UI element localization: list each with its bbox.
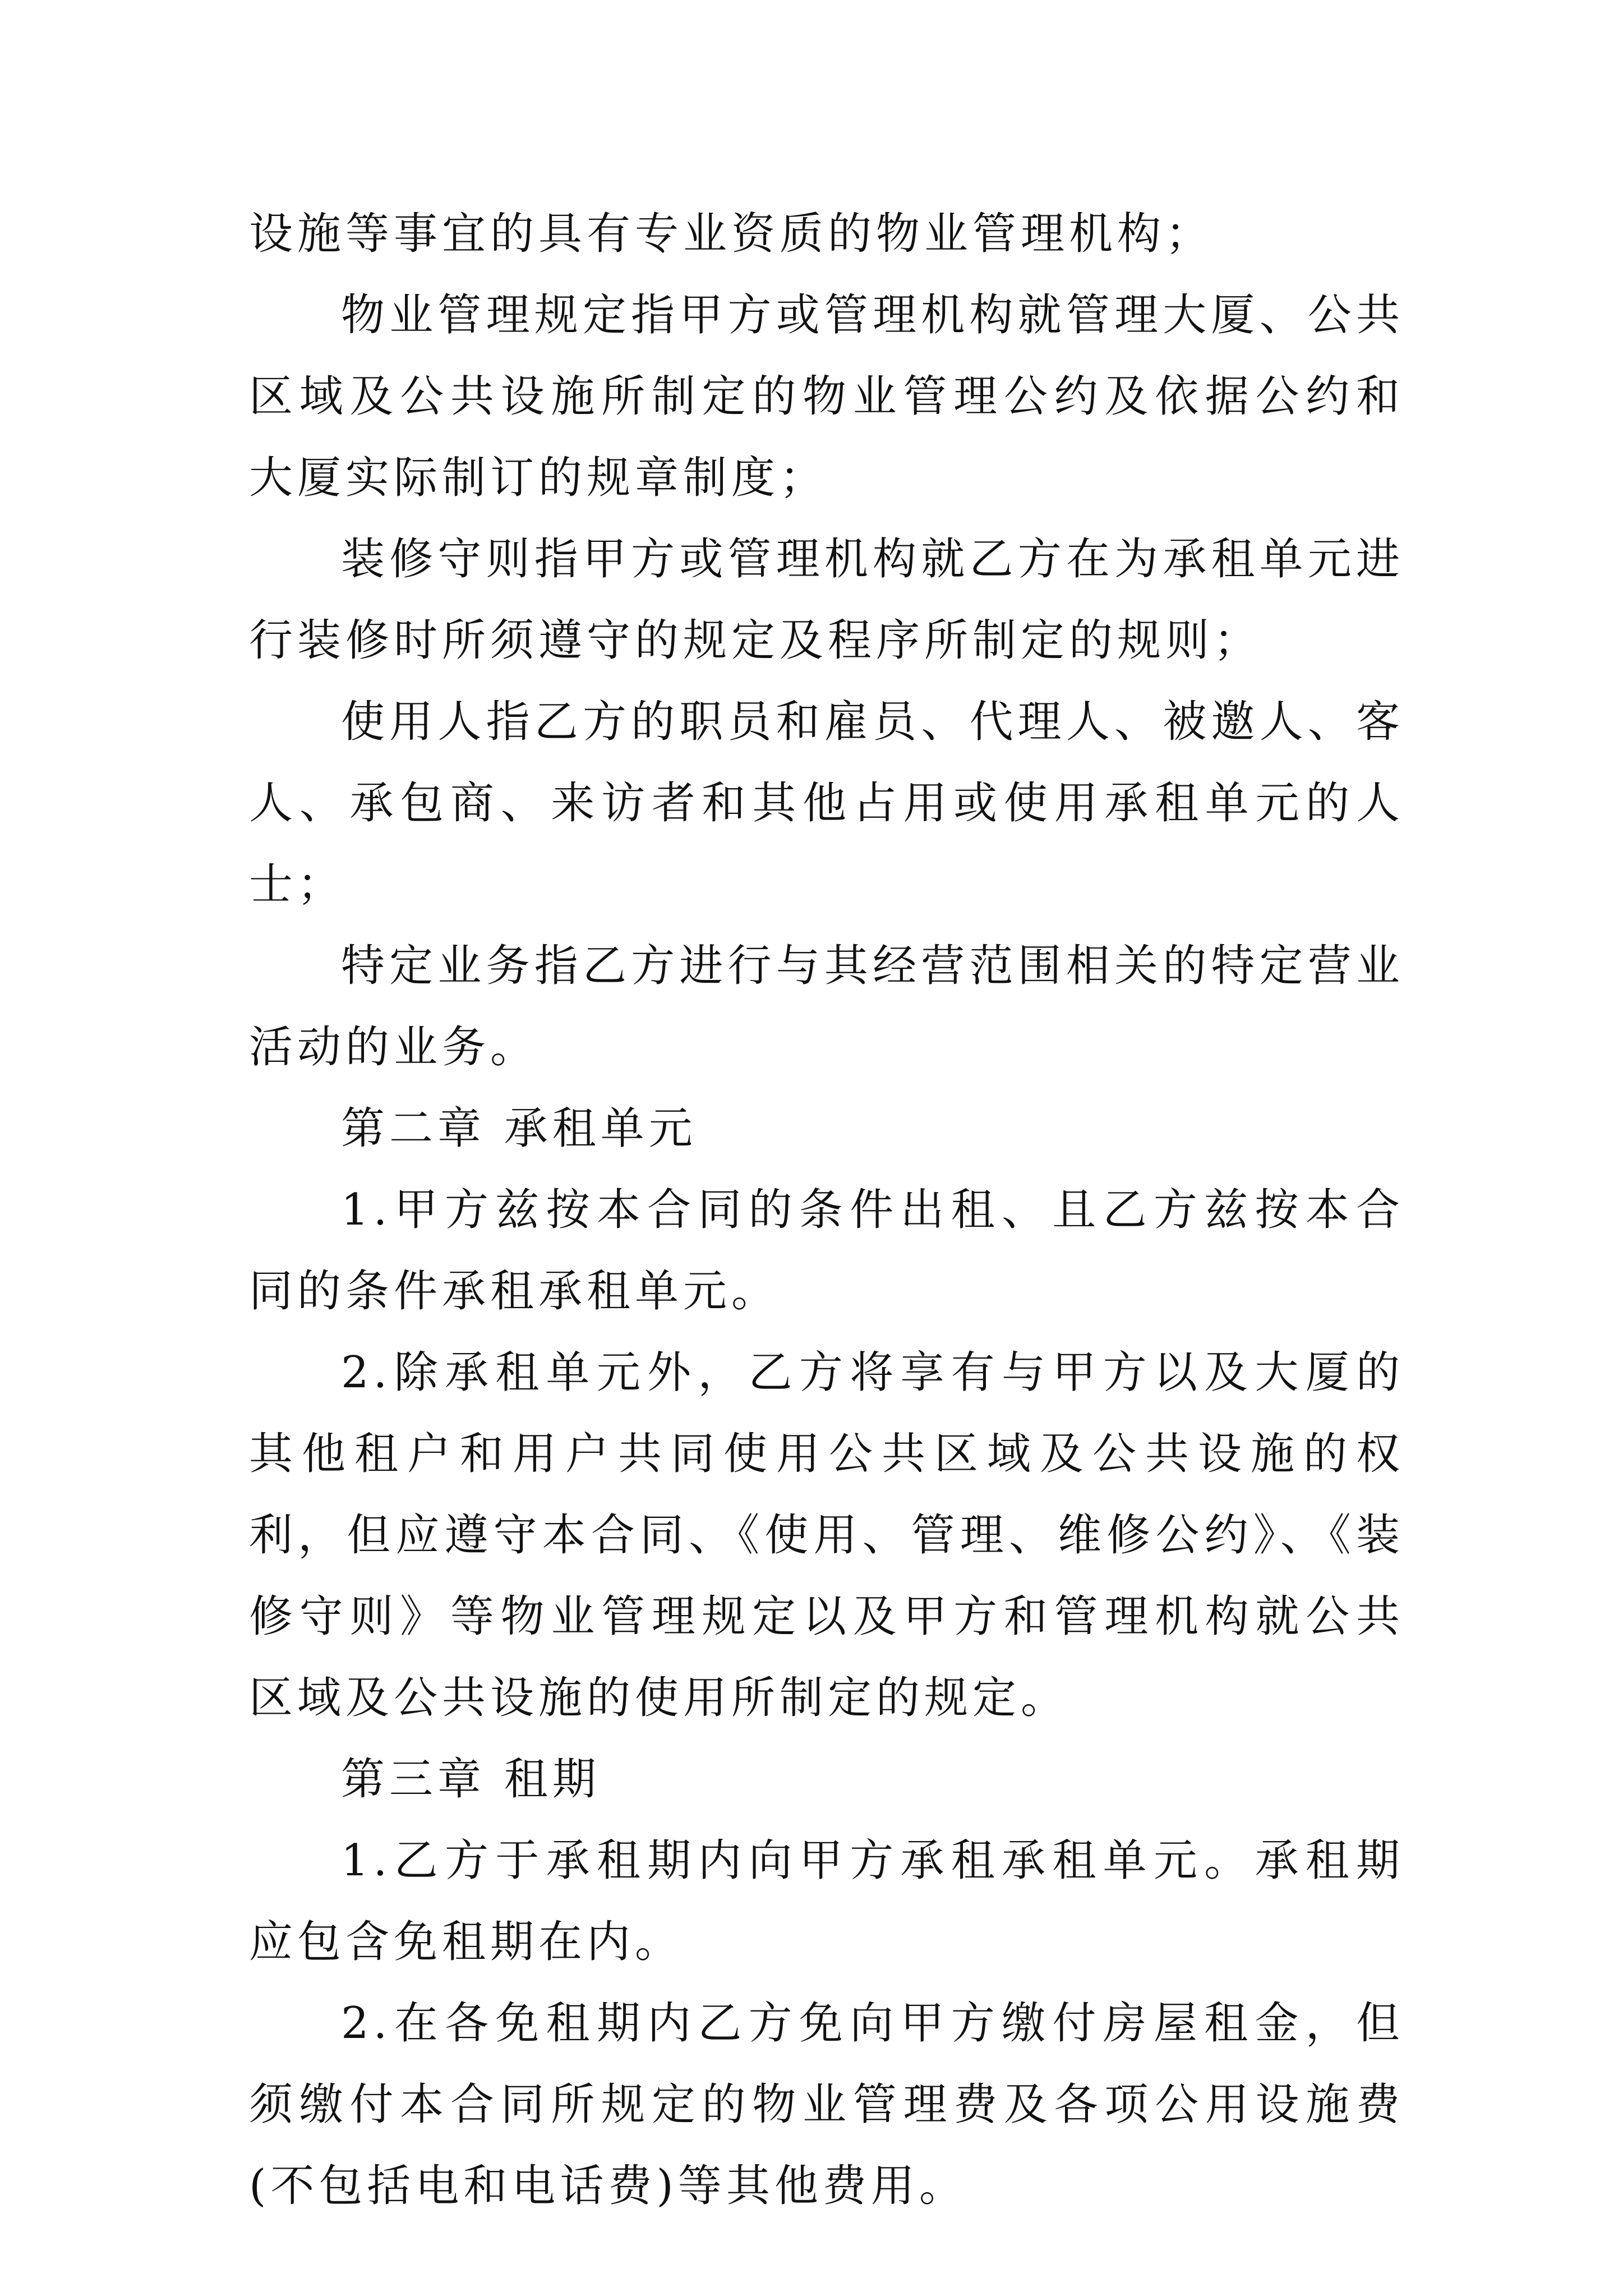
chapter-3-item-1: 1.乙方于承租期内向甲方承租承租单元。承租期应包含免租期在内。 [249, 1835, 1404, 1967]
paragraph-definition-user: 使用人指乙方的职员和雇员、代理人、被邀人、客人、承包商、来访者和其他占用或使用承租单元的人士； [249, 697, 1404, 910]
paragraph-definition-specific-business: 特定业务指乙方进行与其经营范围相关的特定营业活动的业务。 [249, 941, 1404, 1073]
chapter-3-heading: 第三章 租期 [341, 1754, 601, 1805]
chapter-2-heading: 第二章 承租单元 [341, 1103, 697, 1154]
paragraph-definition-property-rules: 物业管理规定指甲方或管理机构就管理大厦、公共区域及公共设施所制定的物业管理公约及依据公约和大厦实际制订的规章制度； [249, 290, 1404, 503]
chapter-2-item-2: 2.除承租单元外，乙方将享有与甲方以及大厦的其他租户和用户共同使用公共区域及公共设施的权利，但应遵守本合同、《使用、管理、维修公约》、《装修守则》等物业管理规定以及甲方和管理机构就公共区域及公共设施的使用所制定的规定。 [249, 1347, 1404, 1723]
chapter-3-item-2: 2.在各免租期内乙方免向甲方缴付房屋租金，但须缴付本合同所规定的物业管理费及各项公用设施费(不包括电和电话费)等其他费用。 [249, 1998, 1404, 2211]
chapter-2-item-1: 1.甲方兹按本合同的条件出租、且乙方兹按本合同的条件承租承租单元。 [249, 1185, 1404, 1317]
paragraph-definition-management-agency: 设施等事宜的具有专业资质的物业管理机构； [249, 209, 1214, 259]
document-body [249, 194, 1404, 2227]
paragraph-definition-decoration-rules: 装修守则指甲方或管理机构就乙方在为承租单元进行装修时所须遵守的规定及程序所制定的规则； [249, 534, 1404, 666]
